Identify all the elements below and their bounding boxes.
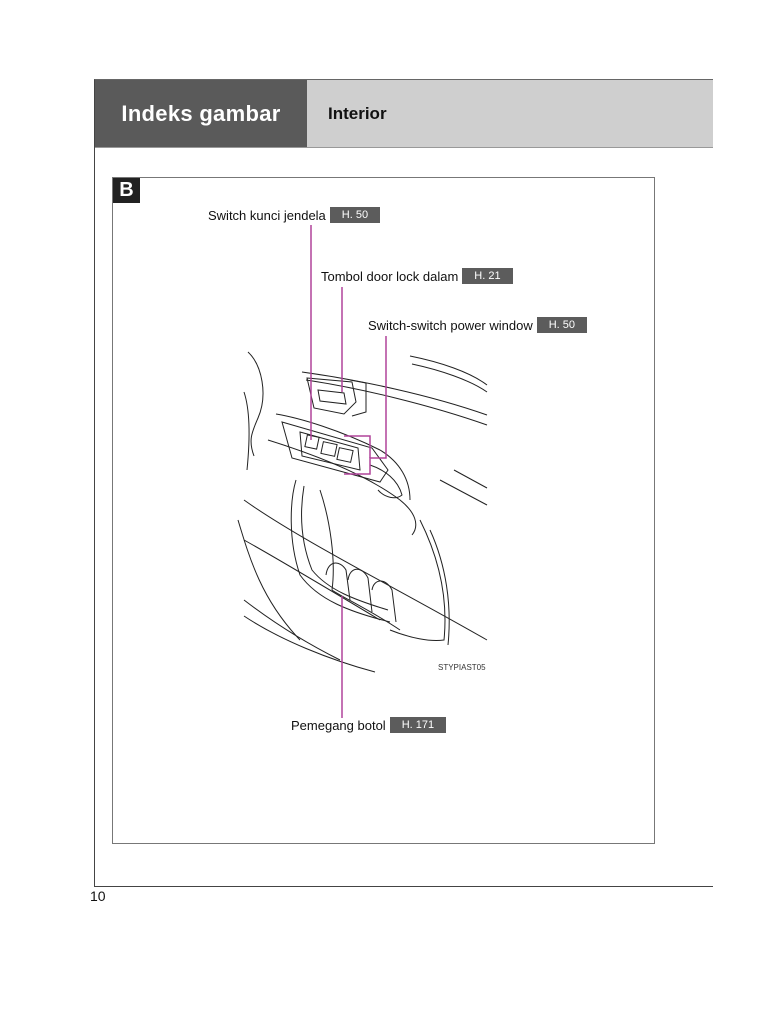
callout-leader-lines (311, 225, 386, 718)
figure-badge: B (113, 178, 140, 203)
callout-label: Switch kunci jendela (208, 207, 326, 223)
page-reference[interactable]: H. 171 (390, 717, 446, 733)
callout-power-window-switches (368, 317, 587, 333)
page-number: 10 (90, 888, 106, 904)
callout-bottle-holder (291, 717, 446, 733)
callout-label: Tombol door lock dalam (321, 268, 459, 284)
callout-window-lock-switch (208, 207, 380, 223)
callout-label: Switch-switch power window (368, 317, 533, 333)
page-reference[interactable]: H. 50 (330, 207, 380, 223)
figure-code: STYPIAST05 (438, 663, 486, 672)
section-title: Indeks gambar (95, 80, 307, 147)
callout-label: Pemegang botol (291, 717, 386, 733)
page-reference[interactable]: H. 50 (537, 317, 587, 333)
subsection-title: Interior (307, 80, 713, 147)
door-line-art (238, 352, 487, 672)
callout-inside-door-lock-button (321, 268, 513, 284)
page-reference[interactable]: H. 21 (462, 268, 512, 284)
